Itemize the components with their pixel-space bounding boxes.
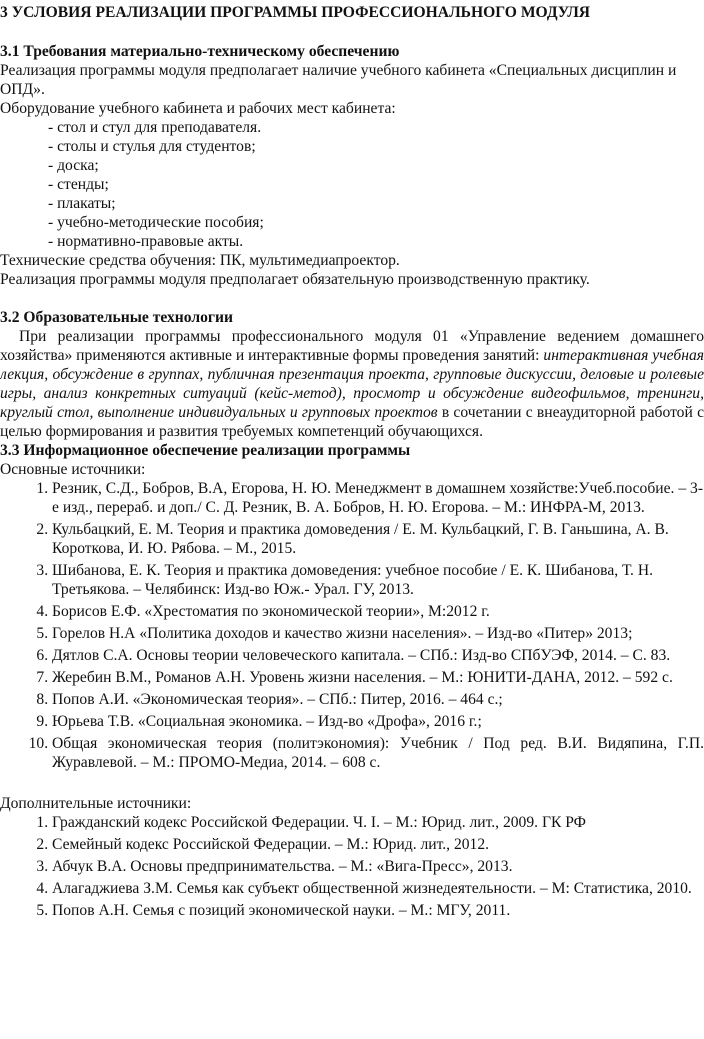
list-item: 7. Жеребин В.М., Романов А.Н. Уровень жизни населения. – М.: ЮНИТИ-ДАНА, 2012. – 592 с. (52, 668, 704, 687)
list-item: 8. Попов А.И. «Экономическая теория». – СПб.: Питер, 2016. – 464 с.; (52, 690, 704, 709)
list-item: 4. Алагаджиева З.М. Семья как субъект общественной жизнедеятельности. – М: Статистика, 2010. (52, 879, 704, 898)
section-3-1 (0, 42, 704, 289)
section-heading: 3.1 Требования материально-техническому обеспечению (0, 43, 400, 60)
section-heading: 3.3 Информационное обеспечение реализации программы (0, 442, 411, 459)
paragraph-italic-text: интерактивная учебная лекция, обсуждение в группах, публичная презентация проекта, групповые дискуссии, деловые и ролевые игры, анализ конкретных ситуаций (кейс-метод), просмотр и обсуждение видеофильмов, тренинги, круглый стол, выполнение индивидуальных и групповых проектов (0, 347, 704, 421)
spacer (0, 289, 704, 308)
list-label: Дополнительные источники: (0, 795, 192, 812)
list-item: 5. Попов А.Н. Семья с позиций экономической науки. – М.: МГУ, 2011. (52, 901, 704, 920)
list-item: - плакаты; (48, 195, 116, 212)
paragraph-text: При реализации программы профессионального модуля 01 «Управление ведением домашнего хозяйства» применяются активные и интерактивные формы проведения занятий: (0, 328, 704, 364)
list-item: 2. Кульбацкий, Е. М. Теория и практика домоведения / Е. М. Кульбацкий, Г. В. Ганьшина, А. В. Короткова, И. Ю. Рябова. – М., 2015. (52, 520, 704, 558)
paragraph-text: в сочетании с внеаудиторной работой с целью формирования и развития требуемых компетенций обучающихся. (0, 404, 704, 440)
paragraph (0, 327, 704, 441)
list-item: - учебно-методические пособия; (48, 214, 264, 231)
extra-sources-list (0, 813, 704, 920)
list-item: 9. Юрьева Т.В. «Социальная экономика. – Изд-во «Дрофа», 2016 г.; (52, 712, 704, 731)
paragraph: Технические средства обучения: ПК, мультимедиапроектор. (0, 252, 400, 269)
spacer (0, 775, 704, 794)
list-item: 6. Дятлов С.А. Основы теории человеческого капитала. – СПб.: Изд-во СПбУЭФ, 2014. – С. 83. (52, 646, 704, 665)
list-item: 3. Абчук В.А. Основы предпринимательства. – М.: «Вига-Пресс», 2013. (52, 857, 704, 876)
list-item: 10. Общая экономическая теория (политэкономия): Учебник / Под ред. В.И. Видяпина, Г.П. Журавлевой. – М.: ПРОМО-Медиа, 2014. – 608 с. (52, 734, 704, 772)
paragraph: Реализация программы модуля предполагает наличие учебного кабинета «Специальных дисциплин и ОПД». (0, 62, 677, 98)
list-item: 5. Горелов Н.А «Политика доходов и качество жизни населения». – Изд-во «Питер» 2013; (52, 624, 704, 643)
list-item: - стенды; (48, 176, 109, 193)
list-item: 1. Резник, С.Д., Бобров, В.А, Егорова, Н. Ю. Менеджмент в домашнем хозяйстве:Учеб.пособие. – 3-е изд., перераб. и доп./ С. Д. Резник, В. А. Бобров, Н. Ю. Егорова. – М.: ИНФРА-М, 2013. (52, 479, 704, 517)
list-item: - столы и стулья для студентов; (48, 138, 256, 155)
section-3-2 (0, 308, 704, 441)
list-item: - стол и стул для преподавателя. (48, 119, 262, 136)
list-item: 1. Гражданский кодекс Российской Федерации. Ч. I. – М.: Юрид. лит., 2009. ГК РФ (52, 813, 704, 832)
list-item: 4. Борисов Е.Ф. «Хрестоматия по экономической теории», М:2012 г. (52, 602, 704, 621)
list-label: Основные источники: (0, 461, 146, 478)
paragraph: Оборудование учебного кабинета и рабочих мест кабинета: (0, 100, 396, 117)
section-heading: 3.2 Образовательные технологии (0, 309, 233, 326)
list-item: - нормативно-правовые акты. (48, 233, 244, 250)
equipment-list (0, 118, 704, 251)
list-item: 2. Семейный кодекс Российской Федерации. – М.: Юрид. лит., 2012. (52, 835, 704, 854)
section-3-3 (0, 441, 704, 920)
main-sources-list (0, 479, 704, 772)
list-item: 3. Шибанова, Е. К. Теория и практика домоведения: учебное пособие / Е. К. Шибанова, Т. Н. Третьякова. – Челябинск: Изд-во Юж.- Урал. ГУ, 2013. (52, 561, 704, 599)
page-title: 3 УСЛОВИЯ РЕАЛИЗАЦИИ ПРОГРАММЫ ПРОФЕССИОНАЛЬНОГО МОДУЛЯ (0, 4, 591, 21)
paragraph: Реализация программы модуля предполагает обязательную производственную практику. (0, 271, 590, 288)
list-item: - доска; (48, 157, 99, 174)
